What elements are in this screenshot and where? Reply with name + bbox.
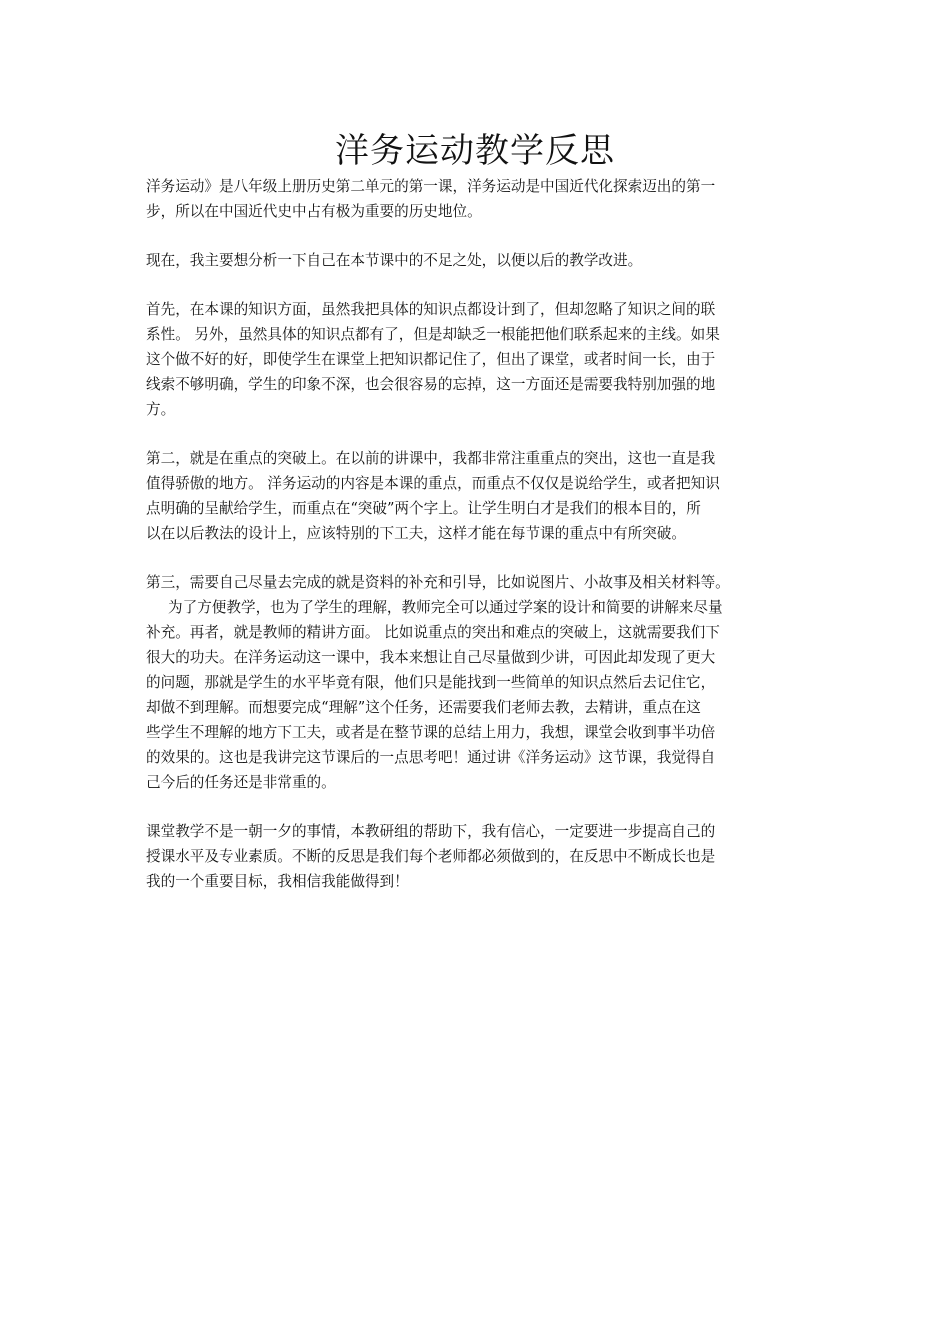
paragraph-line: 我的一个重要目标，我相信我能做得到！ [146,873,409,890]
paragraph-intro [146,174,812,224]
paragraph-line: 课堂教学不是一朝一夕的事情，本教研组的帮助下，我有信心，一定要进一步提高自己的 [146,823,716,840]
paragraph-line: 补充。再者，就是教师的精讲方面。 比如说重点的突出和难点的突破上，这就需要我们下 [146,624,720,641]
paragraph-line: 这个做不好的好，即使学生在课堂上把知识都记住了，但出了课堂，或者时间一长，由于 [146,351,716,368]
paragraph-line: 第三，需要自己尽量去完成的就是资料的补充和引导，比如说图片、小故事及相关材料等。 [146,574,730,591]
paragraph-line: 很大的功夫。在洋务运动这一课中，我本来想让自己尽量做到少讲，可因此却发现了更大 [146,649,716,666]
paragraph-line: 为了方便教学，也为了学生的理解，教师完全可以通过学案的设计和简要的讲解来尽量 [168,599,723,616]
paragraph-line: 授课水平及专业素质。不断的反思是我们每个老师都必须做到的，在反思中不断成长也是 [146,848,716,865]
paragraph-line: 却做不到理解。而想要完成“理解”这个任务，还需要我们老师去教，去精讲，重点在这 [146,699,701,716]
document-body [146,174,812,918]
paragraph-purpose [146,248,812,273]
paragraph-line: 的问题，那就是学生的水平毕竟有限，他们只是能找到一些简单的知识点然后去记住它， [146,674,716,691]
paragraph-line: 的效果的。这也是我讲完这节课后的一点思考吧！通过讲《洋务运动》这节课，我觉得自 [146,749,716,766]
paragraph-line: 值得骄傲的地方。 洋务运动的内容是本课的重点，而重点不仅仅是说给学生，或者把知识 [146,475,720,492]
paragraph-line: 洋务运动》是八年级上册历史第二单元的第一课，洋务运动是中国近代化探索迈出的第一 [146,178,716,195]
paragraph-line: 系性。 另外，虽然具体的知识点都有了，但是却缺乏一根能把他们联系起来的主线。如果 [146,326,720,343]
paragraph-conclusion [146,819,812,894]
paragraph-line: 些学生不理解的地方下工夫，或者是在整节课的总结上用力，我想，课堂会收到事半功倍 [146,724,716,741]
paragraph-third-point [146,570,812,795]
paragraph-line: 首先，在本课的知识方面，虽然我把具体的知识点都设计到了，但却忽略了知识之间的联 [146,301,716,318]
paragraph-line: 以在以后教法的设计上，应该特别的下工夫，这样才能在每节课的重点中有所突破。 [146,525,686,542]
paragraph-first-point [146,297,812,422]
paragraph-line: 现在，我主要想分析一下自己在本节课中的不足之处，以便以后的教学改进。 [146,252,643,269]
paragraph-second-point [146,446,812,546]
paragraph-line: 方。 [146,401,176,418]
paragraph-line: 第二，就是在重点的突破上。在以前的讲课中，我都非常注重重点的突出，这也一直是我 [146,450,716,467]
paragraph-line: 己今后的任务还是非常重的。 [146,774,336,791]
paragraph-line: 线索不够明确，学生的印象不深，也会很容易的忘掉，这一方面还是需要我特别加强的地 [146,376,716,393]
paragraph-line: 点明确的呈献给学生，而重点在“突破”两个字上。让学生明白才是我们的根本目的，所 [146,500,701,517]
page-title: 洋务运动教学反思 [335,131,615,171]
paragraph-line: 步，所以在中国近代史中占有极为重要的历史地位。 [146,203,482,220]
